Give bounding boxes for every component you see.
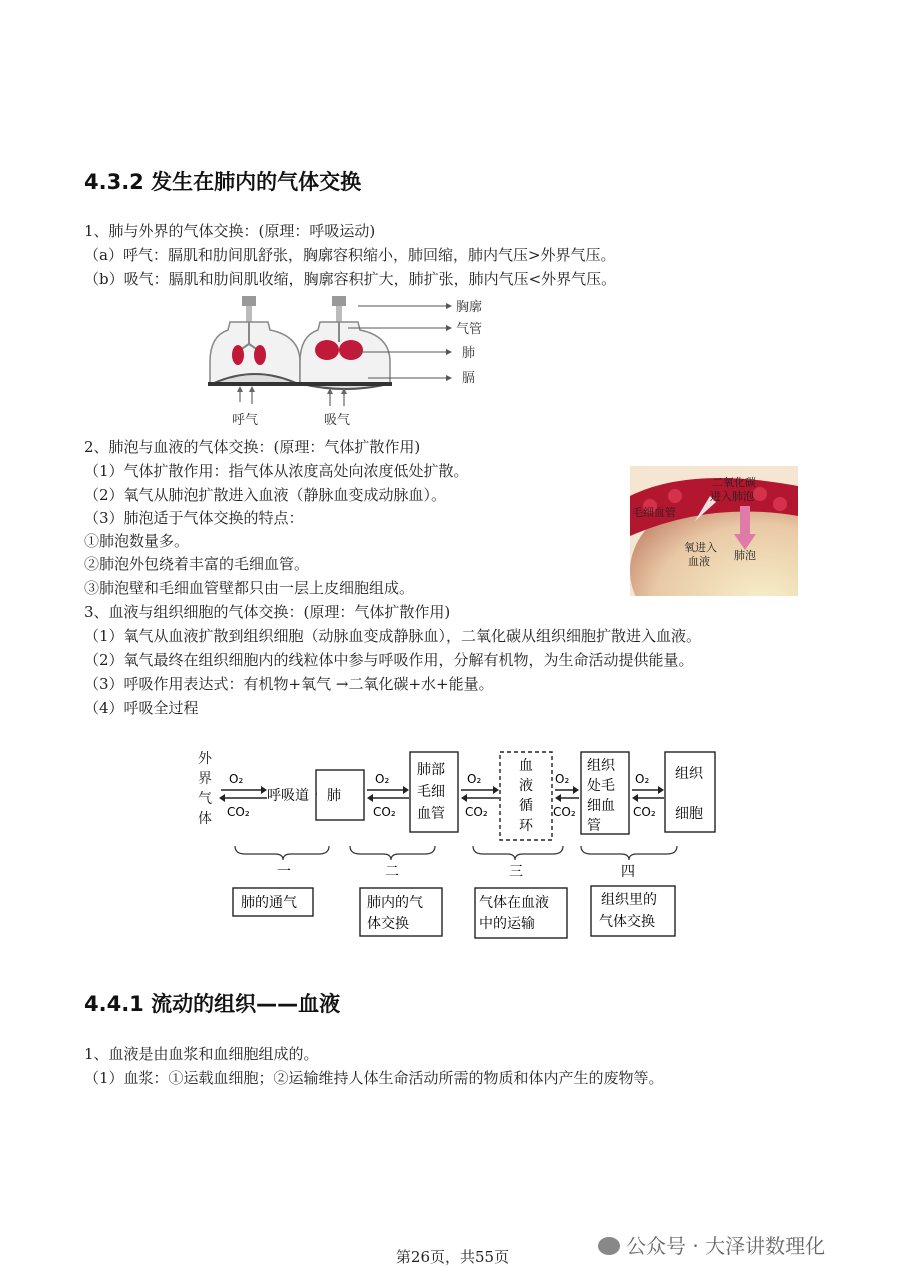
text-line: （4）呼吸全过程: [84, 699, 199, 717]
text-line: 3、血液与组织细胞的气体交换：(原理：气体扩散作用): [84, 603, 451, 621]
outside-char: 界: [198, 771, 212, 787]
text-line: （a）呼气：膈肌和肋间肌舒张，胸廓容积缩小，肺回缩，肺内气压>外界气压。: [84, 246, 616, 264]
box-tissue-capillary: 处毛: [587, 778, 615, 794]
caption-exhale: 呼气: [232, 413, 259, 428]
text-line: （2）氧气从肺泡扩散进入血液（静脉血变成动脉血）。: [84, 486, 447, 504]
stage-label-pulmonary-ventilation: 肺的通气: [241, 895, 297, 911]
section-heading-gas-exchange: 4.3.2 发生在肺内的气体交换: [84, 170, 362, 194]
text-line: 1、血液是由血浆和血细胞组成的。: [84, 1045, 319, 1063]
box-tissue-cell: 细胞: [675, 806, 703, 822]
page-footer: 第26页，共55页: [395, 1248, 510, 1266]
box-airway: 呼吸道: [267, 788, 309, 804]
text-line: （1）血浆：①运载血细胞；②运输维持人体生命活动所需的物质和体内产生的废物等。: [84, 1069, 664, 1087]
text-line: （2）氧气最终在组织细胞内的线粒体中参与呼吸作用，分解有机物，为生命活动提供能量。: [84, 651, 694, 669]
co2-label: CO₂: [373, 805, 396, 819]
stage-number: 三: [509, 864, 523, 880]
bell-jar-exhale: [208, 296, 302, 404]
label-oxygen-in: 氧进入: [684, 541, 717, 554]
stage-number: 一: [277, 864, 291, 880]
stage-label-tissue-exchange: 气体交换: [599, 914, 655, 930]
label-thorax: 胸廓: [456, 300, 483, 315]
stage-label-tissue-exchange: 组织里的: [601, 892, 657, 908]
respiration-flow-diagram: [195, 748, 720, 940]
text-line: ②肺泡外包绕着丰富的毛细血管。: [84, 555, 310, 573]
text-line: 1、肺与外界的气体交换：(原理：呼吸运动): [84, 222, 376, 240]
box-lung: 肺: [327, 788, 341, 804]
box-blood-circulation: 循: [519, 798, 533, 814]
alveolus-figure: [630, 466, 798, 596]
text-line: （3）肺泡适于气体交换的特点：: [84, 509, 304, 527]
bell-jar-inhale: [298, 296, 392, 406]
stage-label-lung-exchange: 体交换: [367, 916, 409, 932]
box-blood-circulation: 环: [519, 818, 533, 834]
label-blood: 血液: [688, 555, 710, 568]
o2-label: O₂: [229, 772, 244, 786]
stage-label-blood-transport: 中的运输: [479, 916, 535, 932]
label-capillary: 毛细血管: [632, 506, 676, 519]
outside-char: 气: [198, 791, 212, 807]
o2-label: O₂: [467, 772, 482, 786]
stage-label-lung-exchange: 肺内的气: [367, 895, 423, 911]
text-line: （1）气体扩散作用：指气体从浓度高处向浓度低处扩散。: [84, 462, 469, 480]
caption-inhale: 吸气: [324, 413, 351, 428]
text-line: （1）氧气从血液扩散到组织细胞（动脉血变成静脉血），二氧化碳从组织细胞扩散进入血液。: [84, 627, 702, 645]
stage-label-blood-transport: 气体在血液: [479, 895, 549, 911]
text-line: ③肺泡壁和毛细血管壁都只由一层上皮细胞组成。: [84, 579, 415, 597]
label-trachea: 气管: [456, 322, 483, 337]
text-line: 2、肺泡与血液的气体交换：(原理：气体扩散作用): [84, 438, 421, 456]
box-tissue-capillary: 管: [587, 818, 601, 834]
stage-number: 四: [621, 864, 635, 880]
o2-label: O₂: [635, 772, 650, 786]
text-line: （3）呼吸作用表达式：有机物+氧气 →二氧化碳+水+能量。: [84, 675, 494, 693]
watermark-text: 公众号 · 大泽讲数理化: [626, 1234, 826, 1258]
label-into-alveolus: 进入肺泡: [710, 490, 754, 503]
o2-label: O₂: [375, 772, 390, 786]
box-lung-capillary: 肺部: [417, 762, 445, 778]
box-lung-capillary: 毛细: [417, 784, 445, 800]
box-tissue-cell: 组织: [675, 766, 703, 782]
text-line: ①肺泡数量多。: [84, 532, 190, 550]
box-lung-capillary: 血管: [417, 806, 445, 822]
outside-char: 体: [198, 811, 212, 827]
label-lung: 肺: [462, 346, 476, 361]
box-tissue-capillary: 细血: [587, 798, 615, 814]
box-blood-circulation: 血: [519, 758, 533, 774]
label-diaphragm: 膈: [462, 371, 476, 386]
stage-number: 二: [385, 864, 399, 880]
section-heading-blood: 4.4.1 流动的组织——血液: [84, 992, 341, 1016]
box-tissue-capillary: 组织: [587, 758, 615, 774]
o2-label: O₂: [555, 772, 570, 786]
text-line: （b）吸气：膈肌和肋间肌收缩，胸廓容积扩大，肺扩张，肺内气压<外界气压。: [84, 270, 617, 288]
label-co2: 二氧化碳: [712, 476, 756, 489]
co2-label: CO₂: [227, 805, 250, 819]
bell-jar-figure: [200, 292, 500, 432]
label-alveolus: 肺泡: [734, 549, 756, 562]
box-blood-circulation: 液: [519, 778, 533, 794]
co2-label: CO₂: [465, 805, 488, 819]
co2-label: CO₂: [633, 805, 656, 819]
co2-label: CO₂: [553, 805, 576, 819]
outside-char: 外: [198, 751, 212, 767]
